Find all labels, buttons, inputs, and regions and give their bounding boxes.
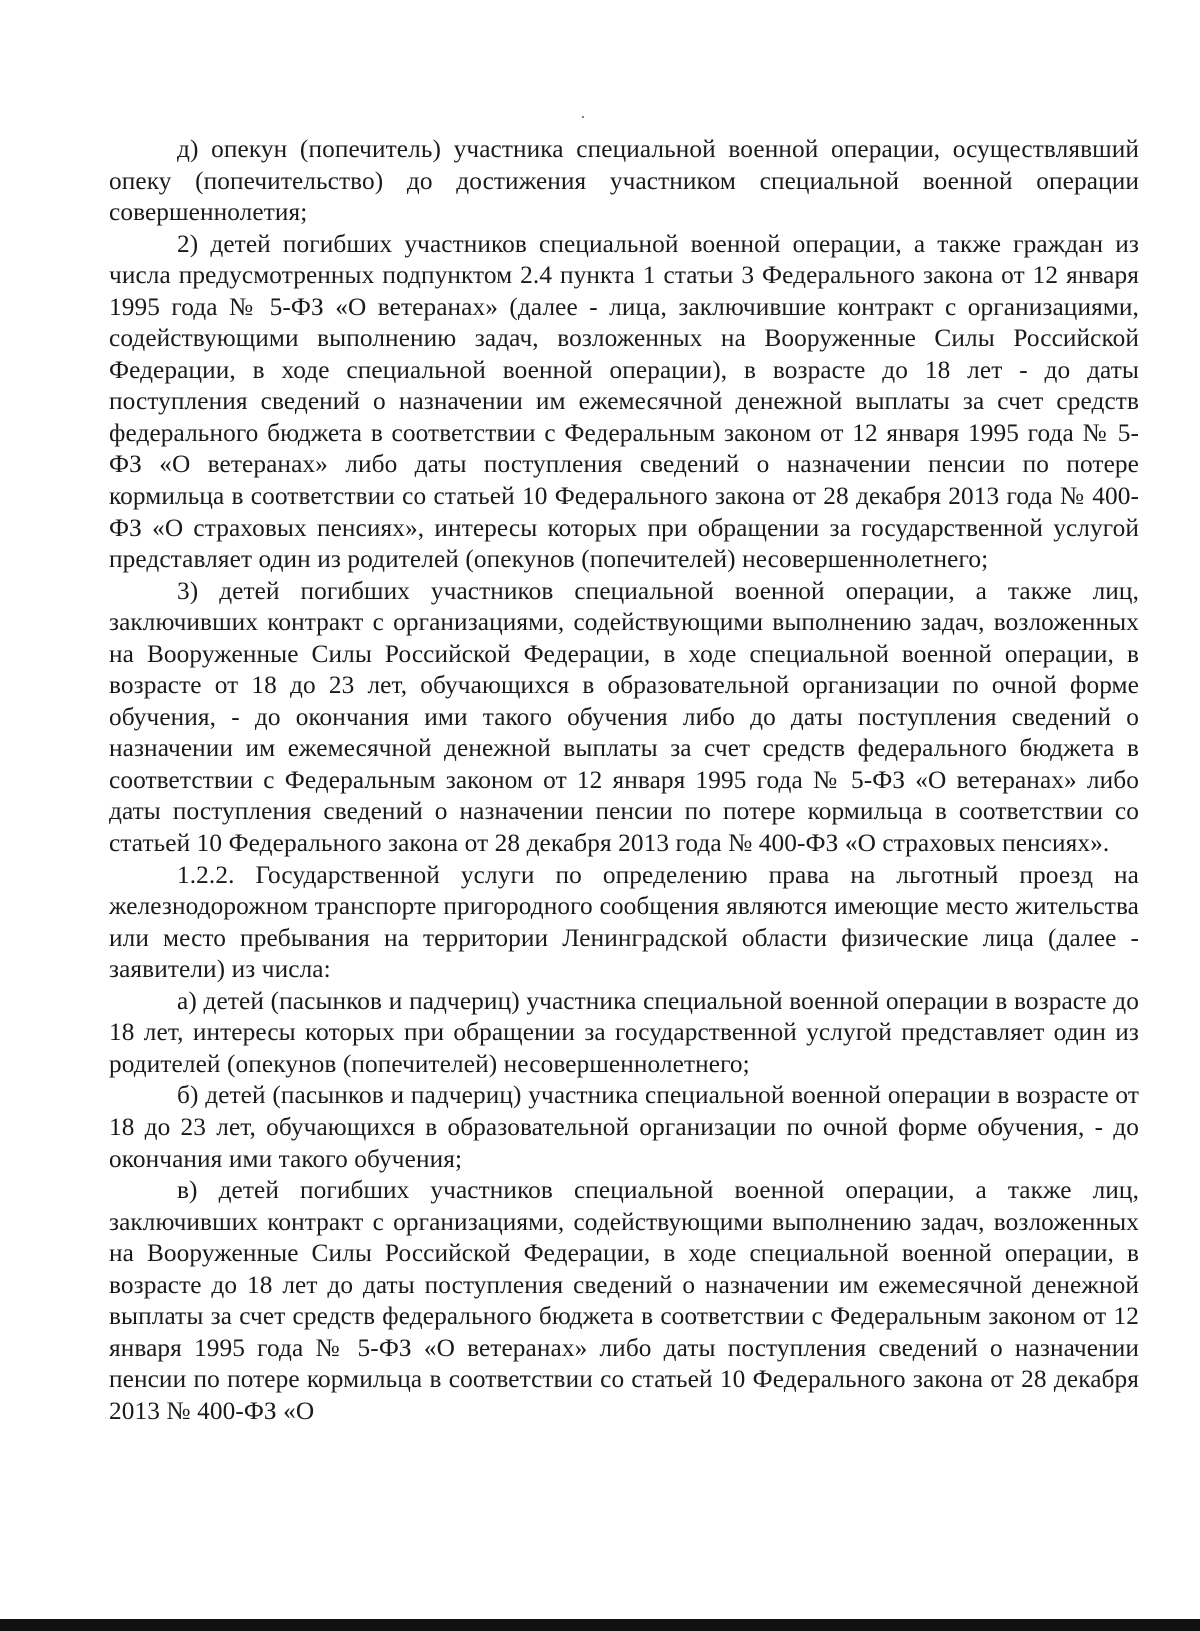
paragraph-item-2: 2) детей погибших участников специальной военной операции, а также граждан из числа предусмотренных подпунктом 2.4 пункта 1 статьи 3 Федерального закона от 12 января 1995 года № 5-ФЗ «О ветеранах» (далее - лица, заключившие контракт с организациями, содействующими выполнению задач, возложенных на Вооруженные Силы Российской Федерации, в ходе специальной военной операции), в возрасте до 18 лет - до даты поступления сведений о назначении им ежемесячной денежной выплаты за счет средств федерального бюджета в соответствии с Федеральным законом от 12 января 1995 года № 5-ФЗ «О ветеранах» либо даты поступления сведений о назначении пенсии по потере кормильца в соответствии со статьей 10 Федерального закона от 28 декабря 2013 года № 400-ФЗ «О страховых пенсиях», интересы которых при обращении за государственной услугой представляет один из родителей (опекунов (попечителей) несовершеннолетнего;	[109, 229, 1139, 574]
scan-edge-bar	[0, 1619, 1200, 1631]
paragraph-item-a: а) детей (пасынков и падчериц) участника специальной военной операции в возрасте до 18 лет, интересы которых при обращении за государственной услугой представляет один из родителей (опекунов (попечителей) несовершеннолетнего;	[109, 986, 1139, 1078]
paragraph-item-v: в) детей погибших участников специальной военной операции, а также лиц, заключивших контракт с организациями, содействующими выполнению задач, возложенных на Вооруженные Силы Российской Федерации, в ходе специальной военной операции, в возрасте до 18 лет до даты поступления сведений о назначении им ежемесячной денежной выплаты за счет средств федерального бюджета в соответствии с Федеральным законом от 12 января 1995 года № 5-ФЗ «О ветеранах» либо даты поступления сведений о назначении пенсии по потере кормильца в соответствии со статьей 10 Федерального закона от 28 декабря 2013 № 400-ФЗ «О	[109, 1176, 1139, 1425]
document-body	[109, 134, 1139, 1427]
paragraph-guardian: д) опекун (попечитель) участника специальной военной операции, осуществлявший опеку (попечительство) до достижения участником специальной военной операции совершеннолетия;	[109, 135, 1139, 227]
paragraph-section-1-2-2: 1.2.2. Государственной услуги по определению права на льготный проезд на железнодорожном транспорте пригородного сообщения являются имеющие место жительства или место пребывания на территории Ленинградской области физические лица (далее - заявители) из числа:	[109, 860, 1139, 984]
paragraph-item-3: 3) детей погибших участников специальной военной операции, а также лиц, заключивших контракт с организациями, содействующими выполнению задач, возложенных на Вооруженные Силы Российской Федерации, в ходе специальной военной операции, в возрасте от 18 до 23 лет, обучающихся в образовательной организации по очной форме обучения, - до окончания ими такого обучения либо до даты поступления сведений о назначении им ежемесячной денежной выплаты за счет средств федерального бюджета в соответствии с Федеральным законом от 12 января 1995 года № 5-ФЗ «О ветеранах» либо даты поступления сведений о назначении пенсии по потере кормильца в соответствии со статьей 10 Федерального закона от 28 декабря 2013 года № 400-ФЗ «О страховых пенсиях».	[109, 576, 1139, 858]
scan-speck	[582, 116, 584, 118]
paragraph-item-b: б) детей (пасынков и падчериц) участника специальной военной операции в возрасте от 18 до 23 лет, обучающихся в образовательной организации по очной форме обучения, - до окончания ими такого обучения;	[109, 1081, 1139, 1173]
